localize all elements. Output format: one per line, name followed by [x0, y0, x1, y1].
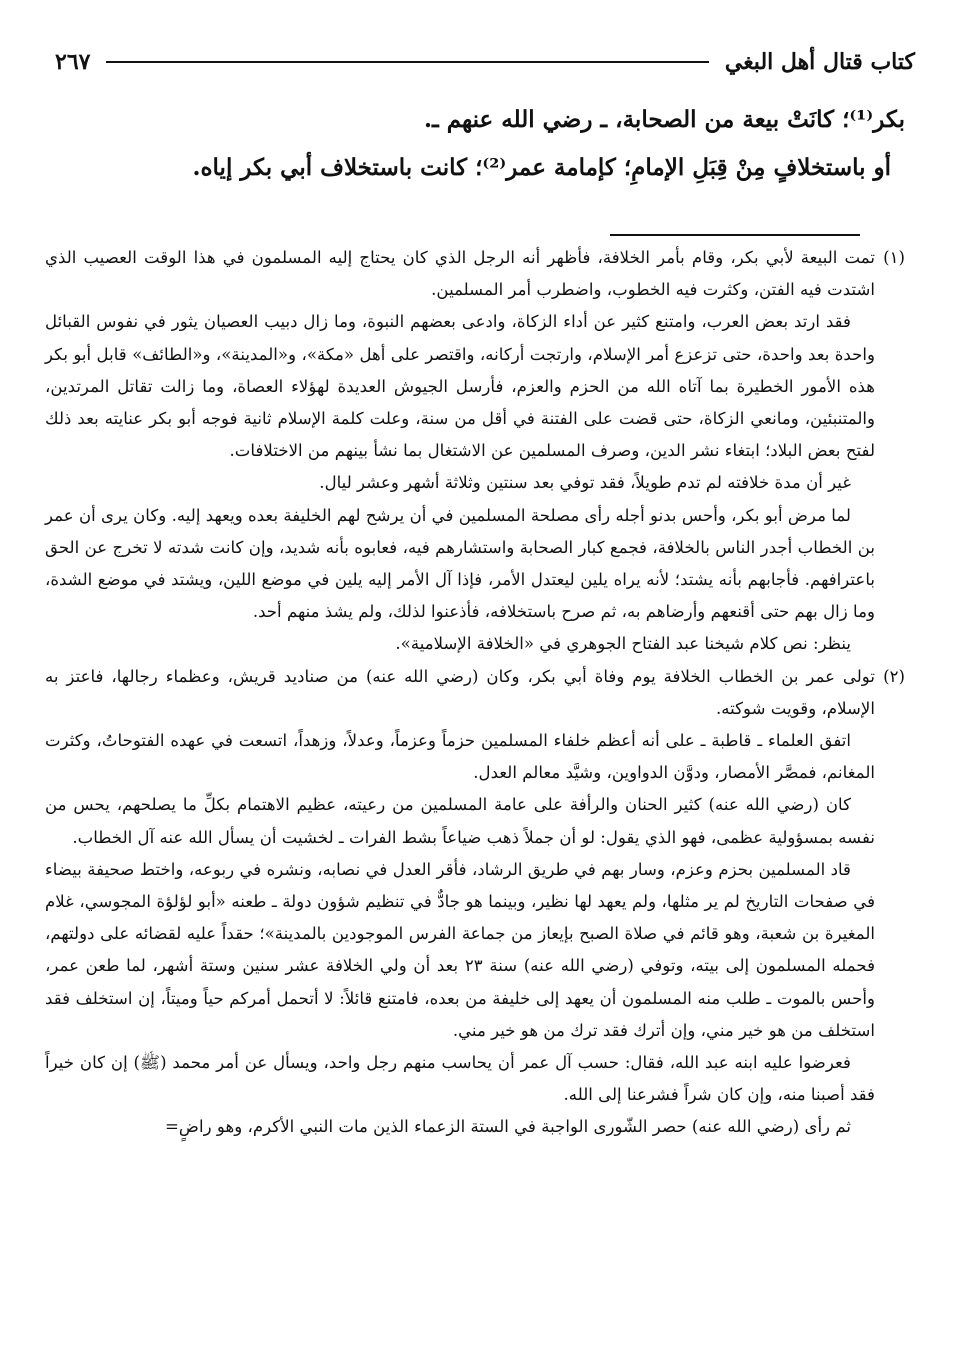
footnote-2-paragraph: قاد المسلمين بحزم وعزم، وسار بهم في طريق الرشاد، فأقر العدل في نصابه، ونشره في ربوعه، واختط صحيفة بيضاء في صفحات التاريخ لم ير مثلها، ولم يعهد لها نظير، وبينما هو جادٌّ في تنظيم شؤون دولة ـ طعنه «أبو لؤلؤة المجوسي، غلام المغيرة بن شعبة، وهو قائم في صلاة الصبح بإيعاز من جماعة الفرس الموجودين بالمدينة»؛ حقداً عليه لقضائه على دولتهم، فحمله المسلمون إلى بيته، وتوفي (رضي الله عنه) سنة ٢٣ بعد أن ولي الخلافة عشر سنين وستة أشهر، لما طعن عمر، وأحس بالموت ـ طلب منه المسلمون أن يعهد إلى خليفة من بعده، فامتنع قائلاً: لا أتحمل أمركم حياً وميتاً، إن استخلف فقد استخلف من هو خير مني، وإن أترك فقد ترك من هو خير مني.	[45, 859, 876, 1040]
footnote-2-opening: تولى عمر بن الخطاب الخلافة يوم وفاة أبي بكر، وكان (رضي الله عنه) من صناديد قريش، وعظماء رجالها، فاعتز به الإسلام، وقويت شوكته.	[45, 666, 875, 718]
header-rule	[106, 61, 708, 63]
footnote-2-paragraph: فعرضوا عليه ابنه عبد الله، فقال: حسب آل عمر أن يحاسب منهم رجل واحد، ويسأل عن أمر محمد (ﷺ) إن كان خيراً فقد أصبنا منه، وإن كان شراً فشرعنا إلى الله.	[45, 1053, 875, 1105]
footnote-1-opening: تمت البيعة لأبي بكر، وقام بأمر الخلافة، فأظهر أنه الرجل الذي كان يحتاج إليه المسلمون في هذا الوقت العصيب الذي اشتدت فيه الفتن، وكثرت فيه الخطوب، واضطرب أمر المسلمين.	[45, 248, 875, 300]
footnote-2	[45, 661, 905, 725]
footnote-1-number: (١)	[883, 248, 905, 267]
main-line-1: بكر⁽¹⁾؛ كانَتْ بيعة من الصحابة، ـ رضي الله عنهم ـ.	[423, 106, 905, 133]
footnote-1-paragraph: فقد ارتد بعض العرب، وامتنع كثير عن أداء الزكاة، وادعى بعضهم النبوة، وما زال دبيب العصيان يثور في نفوس القبائل واحدة بعد واحدة، حتى تزعزع أمر الإسلام، وارتجت أركانه، واقتصر على أهل «مكة»، و«المدينة»، و«الطائف» قابل أبو بكر هذه الأمور الخطيرة بما آتاه الله من الحزم والعزم، فأرسل الجيوش العديدة لهؤلاء العصاة، وما زالت تقاتل المرتدين، والمتنبئين، ومانعي الزكاة، حتى قضت على الفتنة في أقل من سنة، وعلت كلمة الإسلام ثانية فوجه أبو بكر عنايته بعد ذلك لفتح بعض البلاد؛ ابتغاء نشر الدين، وصرف المسلمين عن الاشتغال بما نشأ بينهم من الاختلافات.	[45, 312, 875, 461]
main-text	[120, 96, 905, 192]
footnote-2-paragraph: كان (رضي الله عنه) كثير الحنان والرأفة على عامة المسلمين من رعيته، عظيم الاهتمام بكلِّ ما يصلحهم، يحس من نفسه بمسؤولية عظمى، فهو الذي يقول: لو أن جملاً ذهب ضياعاً بشط الفرات ـ لخشيت أن يسأل الله عنه آل الخطاب.	[45, 795, 875, 847]
footnote-1-paragraph: غير أن مدة خلافته لم تدم طويلاً، فقد توفي بعد سنتين وثلاثة أشهر وعشر ليال.	[319, 473, 851, 493]
footnote-separator	[610, 234, 860, 236]
footnote-1	[45, 242, 905, 306]
footnote-2-number: (٢)	[883, 666, 905, 686]
footnote-2-paragraph: اتفق العلماء ـ قاطبة ـ على أنه أعظم خلفاء المسلمين حزماً وعزماً، وعدلاً، وزهداً، اتسعت في عهده الفتوحاتُ، وكثرت المغانم، فمصَّر الأمصار، ودوَّن الدواوين، وشيَّد معالم العدل.	[45, 731, 875, 783]
running-title: كتاب قتال أهل البغي	[724, 49, 915, 75]
footnotes	[45, 242, 905, 1144]
footnote-1-reference: ينظر: نص كلام شيخنا عبد الفتاح الجوهري في «الخلافة الإسلامية».	[395, 634, 851, 654]
page-number: ٢٦٧	[55, 49, 91, 75]
footnote-2-paragraph: ثم رأى (رضي الله عنه) حصر الشّورى الواجبة في الستة الزعماء الذين مات النبي الأكرم، وهو راضٍ=	[165, 1117, 851, 1137]
main-line-2: أو باستخلافٍ مِنْ قِبَلِ الإمامِ؛ كإمامة عمر⁽²⁾؛ كانت باستخلاف أبي بكر إياه.	[192, 154, 891, 181]
running-header	[55, 40, 915, 84]
footnote-1-paragraph: لما مرض أبو بكر، وأحس بدنو أجله رأى مصلحة المسلمين في أن يرشح لهم الخليفة بعده ويعهد إليه. وكان يرى أن عمر بن الخطاب أجدر الناس بالخلافة، فجمع كبار الصحابة واستشارهم فيه، فعابوه بأنه شديد، وإن كانت شدته لا تخرج عن الحق باعترافهم. فأجابهم بأنه يشتد؛ لأنه يراه يلين ليعتدل الأمر، فإذا آل الأمر إليه يلين في موضع اللين، ويشتد في موضع الشدة، وما زال بهم حتى أقنعهم وأرضاهم به، ثم صرح باستخلافه، فأذعنوا لذلك، ولم يشذ منهم أحد.	[45, 505, 875, 622]
